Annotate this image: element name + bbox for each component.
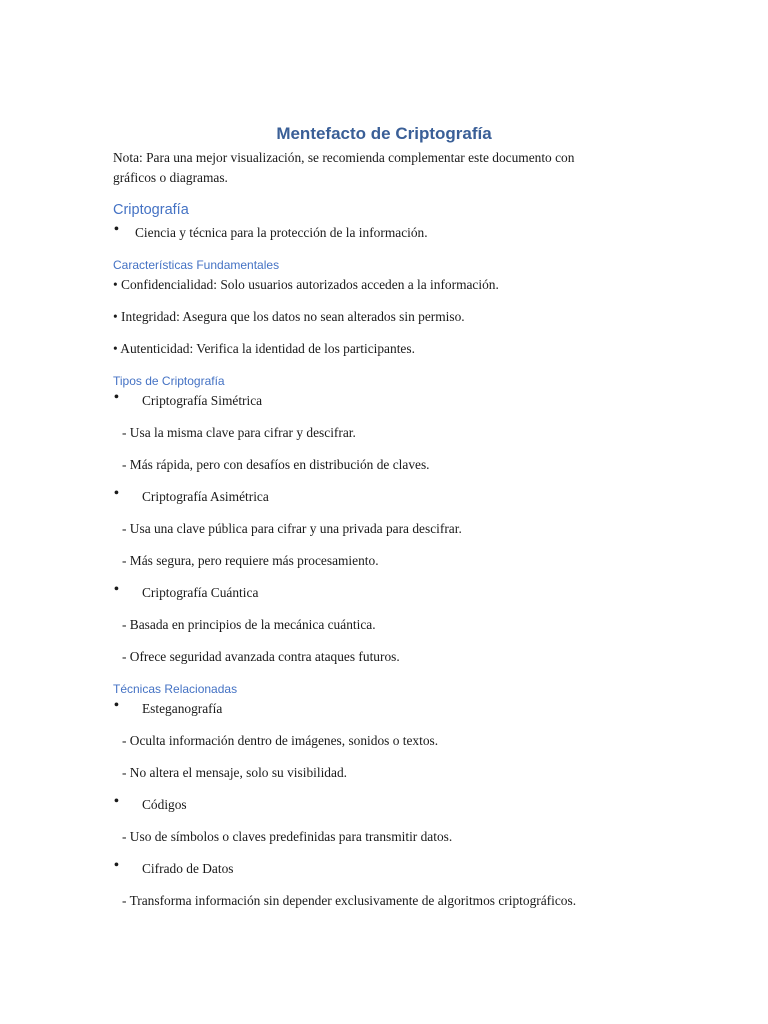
- note-line-2: gráficos o diagramas.: [113, 170, 228, 185]
- section-heading: Criptografía: [113, 202, 189, 218]
- technique-detail: - Oculta información dentro de imágenes, sonidos o textos.: [122, 733, 439, 748]
- type-name: Criptografía Asimétrica: [142, 489, 269, 504]
- type-name: Criptografía Simétrica: [142, 393, 263, 408]
- technique-detail: - Transforma información sin depender exclusivamente de algoritmos criptográficos.: [122, 893, 577, 908]
- types-heading: Tipos de Criptografía: [113, 374, 225, 388]
- bullet-icon: •: [114, 390, 119, 405]
- characteristic-item: • Integridad: Asegura que los datos no sean alterados sin permiso.: [113, 309, 465, 324]
- bullet-icon: •: [114, 698, 119, 713]
- type-detail: - Más rápida, pero con desafíos en distribución de claves.: [122, 457, 430, 472]
- technique-name: Esteganografía: [142, 701, 223, 716]
- bullet-icon: •: [114, 486, 119, 501]
- bullet-icon: •: [114, 858, 119, 873]
- characteristic-item: • Autenticidad: Verifica la identidad de los participantes.: [113, 341, 415, 356]
- type-detail: - Usa la misma clave para cifrar y descifrar.: [122, 425, 356, 440]
- document-title: Mentefacto de Criptografía: [276, 124, 492, 143]
- bullet-icon: •: [114, 582, 119, 597]
- techniques-heading: Técnicas Relacionadas: [113, 682, 238, 696]
- type-detail: - Más segura, pero requiere más procesamiento.: [122, 553, 379, 568]
- definition-text: Ciencia y técnica para la protección de la información.: [135, 225, 428, 240]
- technique-detail: - Uso de símbolos o claves predefinidas para transmitir datos.: [122, 829, 453, 844]
- note-line-1: Nota: Para una mejor visualización, se recomienda complementar este documento con: [113, 150, 575, 165]
- characteristics-heading: Características Fundamentales: [113, 258, 280, 272]
- technique-name: Códigos: [142, 797, 187, 812]
- type-detail: - Ofrece seguridad avanzada contra ataques futuros.: [122, 649, 400, 664]
- technique-name: Cifrado de Datos: [142, 861, 234, 876]
- bullet-icon: •: [114, 794, 119, 809]
- type-detail: - Basada en principios de la mecánica cuántica.: [122, 617, 376, 632]
- characteristic-item: • Confidencialidad: Solo usuarios autorizados acceden a la información.: [113, 277, 499, 292]
- type-detail: - Usa una clave pública para cifrar y una privada para descifrar.: [122, 521, 462, 536]
- bullet-icon: •: [114, 222, 119, 237]
- technique-detail: - No altera el mensaje, solo su visibilidad.: [122, 765, 347, 780]
- type-name: Criptografía Cuántica: [142, 585, 259, 600]
